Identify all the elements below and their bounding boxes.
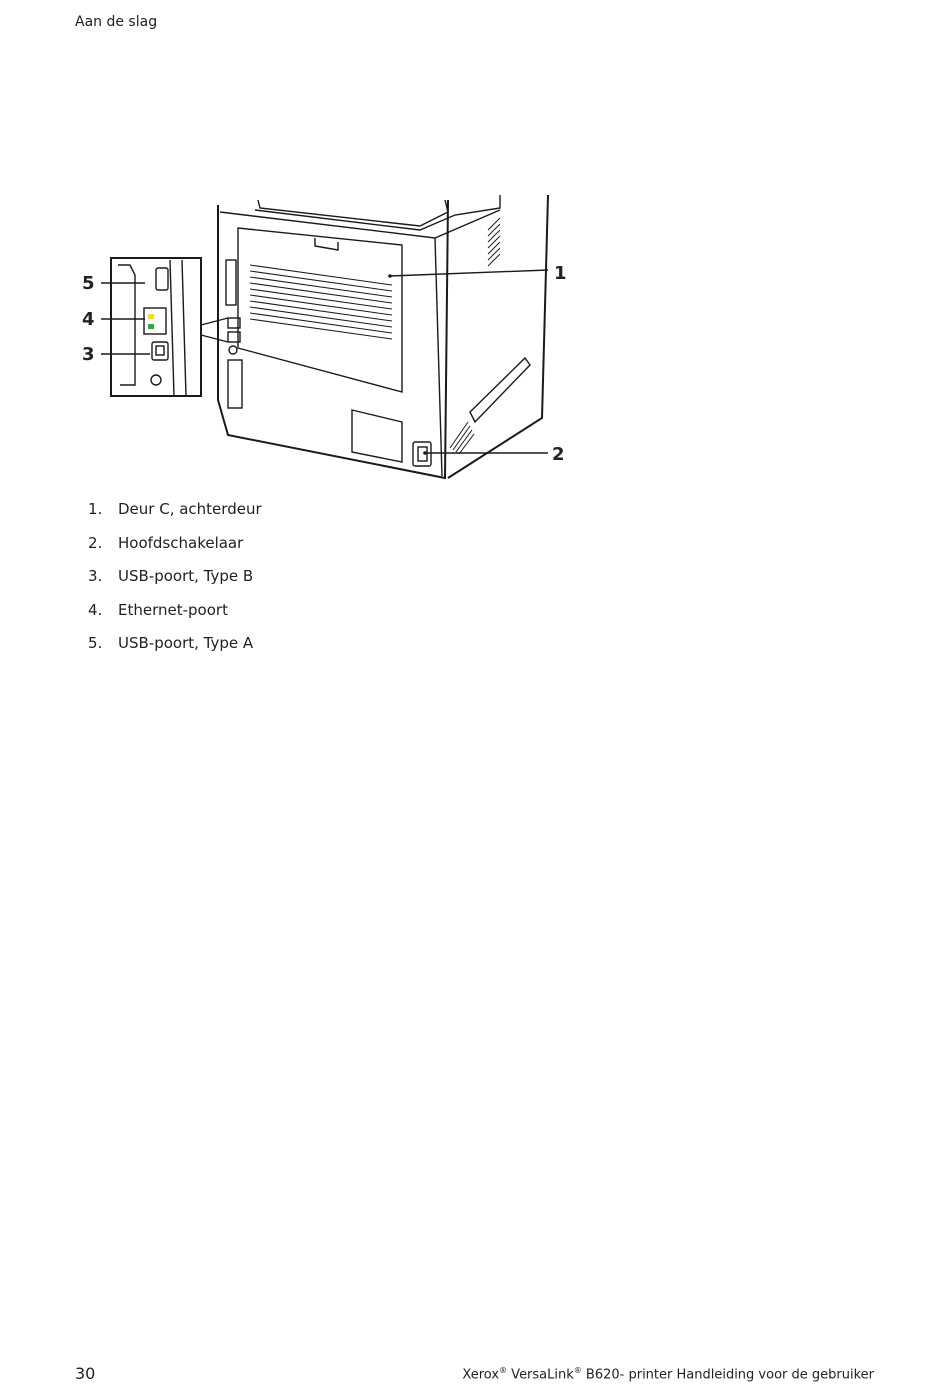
callout-5: 5 <box>82 273 95 294</box>
legend-item <box>88 500 262 534</box>
footer-product: VersaLink <box>507 1367 574 1383</box>
legend-item <box>88 567 262 601</box>
legend-item-number: 1. <box>88 500 103 518</box>
callout-legend <box>88 500 262 668</box>
printer-rear-illustration <box>70 190 590 490</box>
legend-item-label: Ethernet-poort <box>118 600 228 619</box>
legend-item-label: Deur C, achterdeur <box>118 500 262 518</box>
legend-item-number: 4. <box>88 600 103 619</box>
callout-2: 2 <box>552 444 565 465</box>
footer-brand: Xerox <box>462 1367 500 1383</box>
footer-document-title <box>462 1366 874 1382</box>
legend-item-label: USB-poort, Type B <box>118 567 254 585</box>
legend-item-label: USB-poort, Type A <box>118 634 254 652</box>
callout-1: 1 <box>554 263 567 284</box>
page-number: 30 <box>75 1364 96 1383</box>
registered-mark: ® <box>573 1366 582 1375</box>
legend-item <box>88 534 262 568</box>
registered-mark: ® <box>499 1366 508 1375</box>
printer-rear-drawing <box>70 190 590 490</box>
legend-item <box>88 601 262 635</box>
legend-item-number: 2. <box>88 533 103 552</box>
legend-item-number: 5. <box>88 634 103 652</box>
legend-item <box>88 634 262 668</box>
callout-4: 4 <box>82 309 95 330</box>
legend-item-number: 3. <box>88 567 103 585</box>
callout-3: 3 <box>82 344 95 365</box>
running-head: Aan de slag <box>75 14 158 30</box>
legend-item-label: Hoofdschakelaar <box>118 533 244 552</box>
footer-title-rest: B620- printer Handleiding voor de gebruiker <box>581 1367 874 1383</box>
